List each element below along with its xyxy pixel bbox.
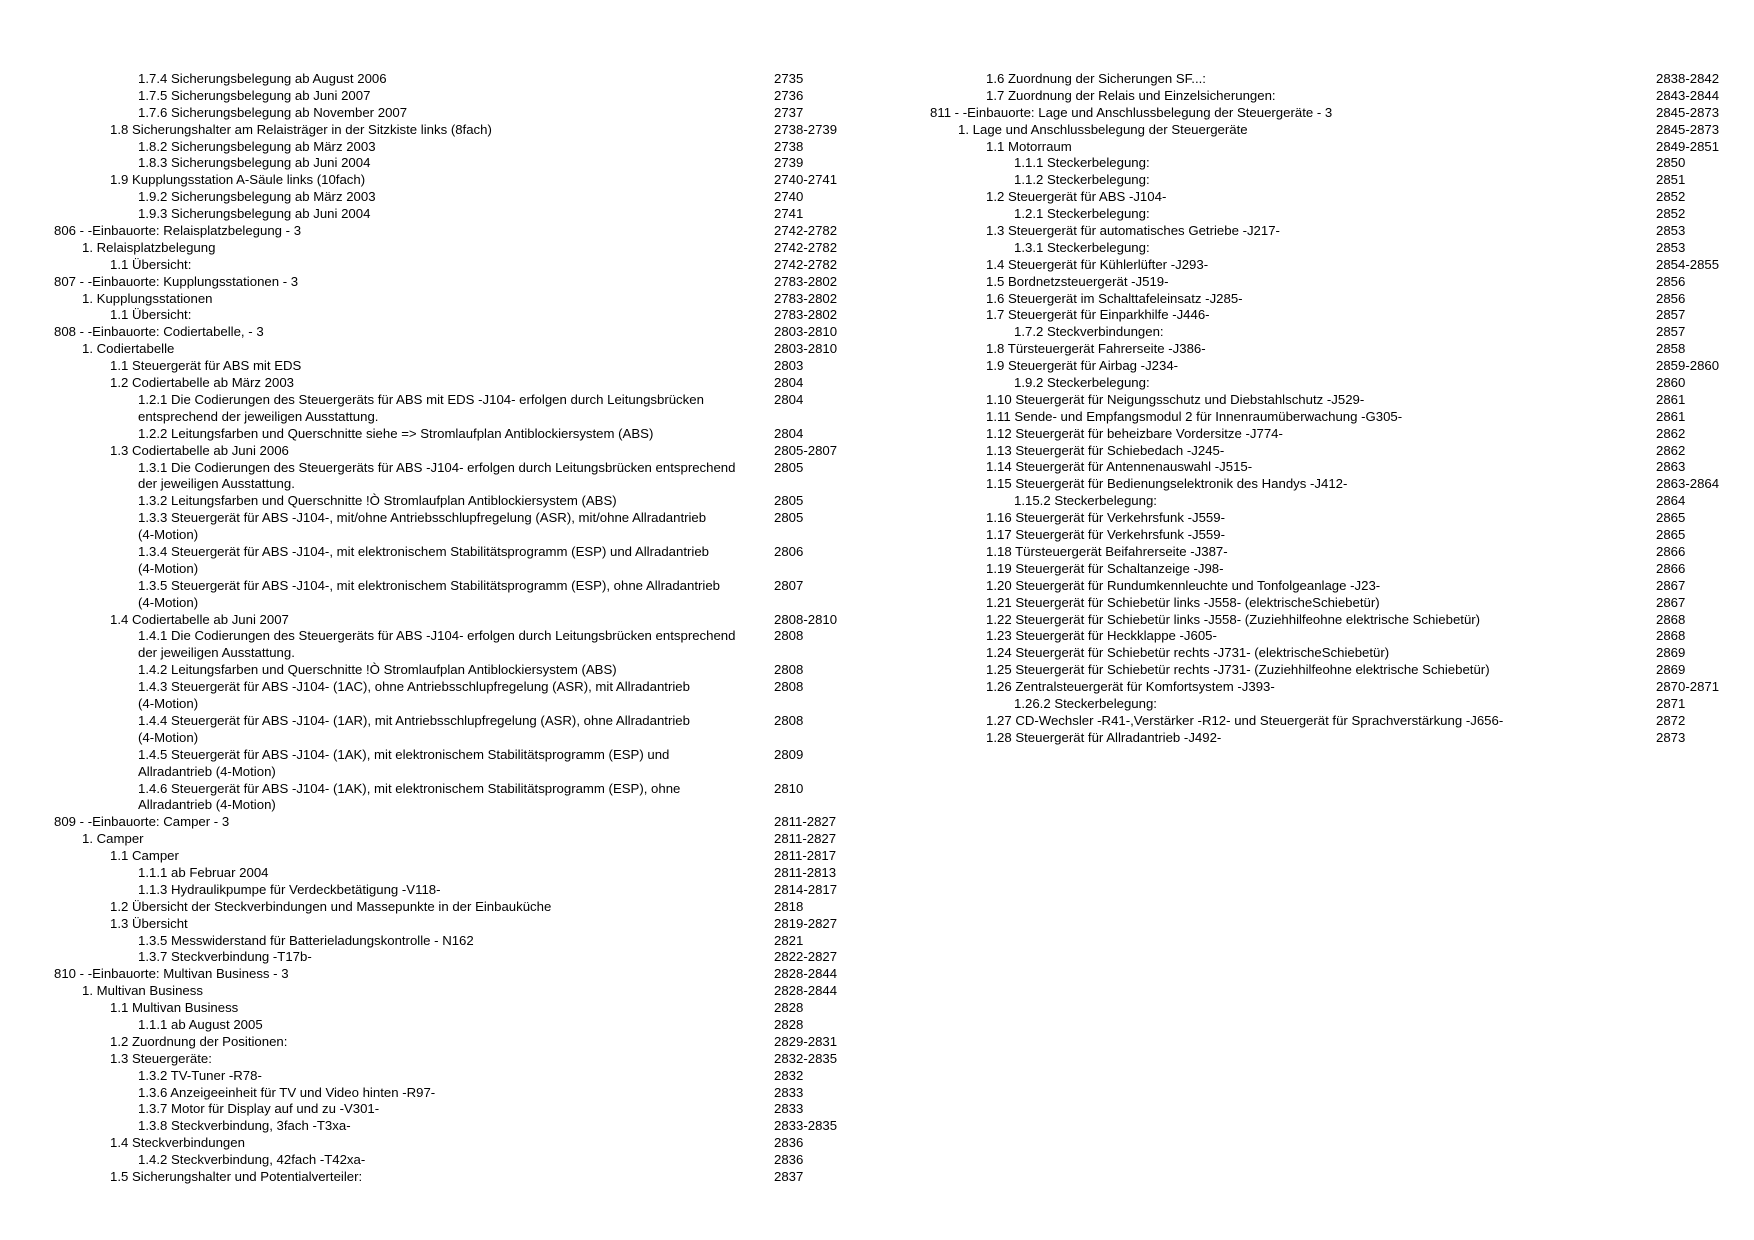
toc-entry-page: 2804 xyxy=(774,375,804,391)
toc-entry-page: 2866 xyxy=(1656,560,1686,576)
toc-entry xyxy=(930,189,1720,206)
toc-entry xyxy=(930,240,1720,257)
toc-entry-title: 1.7.6 Sicherungsbelegung ab November 2007 xyxy=(138,104,408,120)
toc-entry-page: 2738 xyxy=(774,138,804,154)
toc-entry-title: 807 - -Einbauorte: Kupplungsstationen - 3 xyxy=(54,273,299,289)
toc-entry-title: 1.9.2 Steckerbelegung: xyxy=(1014,375,1150,391)
toc-entry xyxy=(54,899,844,916)
toc-entry-page: 2822-2827 xyxy=(774,949,838,965)
toc-entry-title: 1.1 Übersicht: xyxy=(110,256,192,272)
toc-entry-title: 1.1 Camper xyxy=(110,848,179,864)
toc-entry-page: 2805 xyxy=(774,493,804,509)
toc-entry-title: 1.15 Steuergerät für Bedienungselektronik des Handys -J412- xyxy=(986,476,1348,492)
toc-entry-page: 2819-2827 xyxy=(774,915,838,931)
toc-entry-title: 1. Multivan Business xyxy=(82,983,203,999)
toc-entry-page: 2868 xyxy=(1656,611,1686,627)
toc-entry xyxy=(930,392,1720,409)
toc-entry-title: 1.25 Steuergerät für Schiebetür rechts -J731- (Zuziehhilfeohne elektrische Schiebetür) xyxy=(986,662,1490,678)
toc-entry-title: 1.3.4 Steuergerät für ABS -J104-, mit elektronischem Stabilitätsprogramm (ESP) und Allradantrieb (4-Motion) xyxy=(138,543,709,576)
toc-entry xyxy=(930,122,1720,139)
toc-entry-title: 1.7 Zuordnung der Relais und Einzelsicherungen: xyxy=(986,87,1276,103)
toc-entry-page: 2808 xyxy=(774,628,804,644)
toc-entry-page: 2858 xyxy=(1656,341,1686,357)
toc-entry-title: 1.1 Motorraum xyxy=(986,138,1072,154)
toc-entry xyxy=(54,493,844,510)
toc-entry xyxy=(930,544,1720,561)
toc-entry-title: 1.7.5 Sicherungsbelegung ab Juni 2007 xyxy=(138,87,371,103)
toc-entry-page: 2814-2817 xyxy=(774,881,838,897)
toc-entry-title: 1. Kupplungsstationen xyxy=(82,290,213,306)
toc-entry-page: 2808 xyxy=(774,712,804,728)
toc-entry xyxy=(54,105,844,122)
toc-entry-page: 2805 xyxy=(774,510,804,526)
toc-entry-title: 1. Camper xyxy=(82,831,144,847)
toc-entry xyxy=(54,139,844,156)
toc-entry-title: 1.6 Zuordnung der Sicherungen SF...: xyxy=(986,71,1206,86)
toc-entry-title: 1.27 CD-Wechsler -R41-,Verstärker -R12- und Steuergerät für Sprachverstärkung -J656- xyxy=(986,712,1504,728)
toc-entry-title: 1.1.1 ab August 2005 xyxy=(138,1017,263,1033)
toc-entry xyxy=(930,341,1720,358)
toc-entry xyxy=(930,679,1720,696)
toc-entry-title: 1.28 Steuergerät für Allradantrieb -J492- xyxy=(986,729,1222,745)
toc-entry xyxy=(54,747,844,781)
toc-entry-page: 2829-2831 xyxy=(774,1033,838,1049)
toc-entry-page: 2803 xyxy=(774,358,804,374)
toc-entry-page: 2854-2855 xyxy=(1656,256,1720,272)
toc-entry-page: 2863 xyxy=(1656,459,1686,475)
toc-entry xyxy=(930,696,1720,713)
toc-entry xyxy=(54,1118,844,1135)
toc-entry xyxy=(54,206,844,223)
toc-entry-page: 2828 xyxy=(774,1017,804,1033)
toc-entry-page: 2872 xyxy=(1656,712,1686,728)
toc-entry-page: 2853 xyxy=(1656,239,1686,255)
toc-entry xyxy=(54,1068,844,1085)
toc-entry-title: 1.3.1 Steckerbelegung: xyxy=(1014,239,1150,255)
toc-entry-page: 2807 xyxy=(774,577,804,593)
toc-entry xyxy=(930,713,1720,730)
toc-entry xyxy=(930,257,1720,274)
toc-entry xyxy=(54,1051,844,1068)
toc-entry xyxy=(930,510,1720,527)
toc-entry-page: 2806 xyxy=(774,543,804,559)
toc-entry xyxy=(54,1034,844,1051)
toc-entry-page: 2864 xyxy=(1656,493,1686,509)
toc-entry-title: 1.22 Steuergerät für Schiebetür links -J558- (Zuziehhilfeohne elektrische Schiebetür) xyxy=(986,611,1481,627)
toc-entry xyxy=(54,933,844,950)
toc-entry-page: 2866 xyxy=(1656,543,1686,559)
toc-entry-page: 2804 xyxy=(774,425,804,441)
toc-entry-page: 2740-2741 xyxy=(774,172,838,188)
toc-entry-title: 1.2.2 Leitungsfarben und Querschnitte siehe => Stromlaufplan Antiblockiersystem (ABS) xyxy=(138,425,654,441)
toc-entry-title: 1.4 Codiertabelle ab Juni 2007 xyxy=(110,611,289,627)
toc-entry-page: 2811-2817 xyxy=(774,848,837,864)
toc-entry-title: 1.6 Steuergerät im Schalttafeleinsatz -J285- xyxy=(986,290,1243,306)
toc-entry-page: 2805 xyxy=(774,459,804,475)
toc-entry xyxy=(54,544,844,578)
toc-entry xyxy=(930,324,1720,341)
toc-entry-title: 1.8.3 Sicherungsbelegung ab Juni 2004 xyxy=(138,155,371,171)
toc-entry-title: 1.4.6 Steuergerät für ABS -J104- (1AK), mit elektronischem Stabilitätsprogramm (ESP), ohne Allradantrieb (4-Motion) xyxy=(138,780,681,813)
toc-entry xyxy=(54,662,844,679)
toc-entry-title: 1.15.2 Steckerbelegung: xyxy=(1014,493,1157,509)
toc-entry-title: 1.7.2 Steckverbindungen: xyxy=(1014,324,1164,340)
toc-entry-page: 2805-2807 xyxy=(774,442,838,458)
toc-entry-page: 2856 xyxy=(1656,290,1686,306)
toc-entry-title: 1.3.3 Steuergerät für ABS -J104-, mit/ohne Antriebsschlupfregelung (ASR), mit/ohne Allradantrieb (4-Motion) xyxy=(138,510,707,543)
toc-entry-title: 1.1.3 Hydraulikpumpe für Verdeckbetätigung -V118- xyxy=(138,881,441,897)
toc-entry-title: 1.1 Übersicht: xyxy=(110,307,192,323)
toc-column-left xyxy=(54,71,844,1186)
toc-entry-title: 1.23 Steuergerät für Heckklappe -J605- xyxy=(986,628,1217,644)
toc-entry xyxy=(54,510,844,544)
toc-entry xyxy=(930,409,1720,426)
toc-entry-title: 1.21 Steuergerät für Schiebetür links -J558- (elektrischeSchiebetür) xyxy=(986,594,1380,610)
toc-entry-title: 1.3 Codiertabelle ab Juni 2006 xyxy=(110,442,289,458)
toc-entry-title: 1.2 Zuordnung der Positionen: xyxy=(110,1033,288,1049)
toc-entry-page: 2811-2827 xyxy=(774,831,837,847)
toc-entry-title: 1.8.2 Sicherungsbelegung ab März 2003 xyxy=(138,138,376,154)
toc-entry xyxy=(930,493,1720,510)
toc-entry-title: 809 - -Einbauorte: Camper - 3 xyxy=(54,814,230,830)
toc-entry-title: 1.3.5 Messwiderstand für Batterieladungskontrolle - N162 xyxy=(138,932,474,948)
toc-entry-page: 2838-2842 xyxy=(1656,71,1720,86)
toc-entry-page: 2862 xyxy=(1656,442,1686,458)
toc-entry-page: 2740 xyxy=(774,189,804,205)
toc-entry-title: 1.18 Türsteuergerät Beifahrerseite -J387- xyxy=(986,543,1228,559)
toc-entry xyxy=(930,595,1720,612)
toc-entry xyxy=(54,122,844,139)
toc-entry-page: 2742-2782 xyxy=(774,239,838,255)
toc-entry-title: 1.4.4 Steuergerät für ABS -J104- (1AR), mit Antriebsschlupfregelung (ASR), ohne Allradantrieb (4-Motion) xyxy=(138,712,690,745)
toc-entry-page: 2832 xyxy=(774,1067,804,1083)
toc-entry-page: 2735 xyxy=(774,71,804,86)
toc-entry-title: 1.14 Steuergerät für Antennenauswahl -J515- xyxy=(986,459,1253,475)
toc-entry-title: 1.3.7 Steckverbindung -T17b- xyxy=(138,949,312,965)
toc-entry-page: 2809 xyxy=(774,746,804,762)
toc-entry xyxy=(54,916,844,933)
toc-entry-title: 1.7.4 Sicherungsbelegung ab August 2006 xyxy=(138,71,387,86)
toc-entry xyxy=(930,172,1720,189)
toc-entry-page: 2810 xyxy=(774,780,804,796)
toc-entry-page: 2861 xyxy=(1656,391,1686,407)
toc-entry-page: 2860 xyxy=(1656,375,1686,391)
toc-entry xyxy=(930,628,1720,645)
toc-entry-title: 1.20 Steuergerät für Rundumkennleuchte und Tonfolgeanlage -J23- xyxy=(986,577,1381,593)
toc-entry xyxy=(54,1085,844,1102)
toc-entry-page: 2850 xyxy=(1656,155,1686,171)
toc-entry-page: 2828-2844 xyxy=(774,966,838,982)
toc-entry xyxy=(930,578,1720,595)
toc-entry-title: 1.16 Steuergerät für Verkehrsfunk -J559- xyxy=(986,510,1225,526)
toc-entry-title: 1.9 Kupplungsstation A-Säule links (10fach) xyxy=(110,172,366,188)
toc-entry-title: 1.3.8 Steckverbindung, 3fach -T3xa- xyxy=(138,1118,351,1134)
toc-entry xyxy=(54,1152,844,1169)
toc-entry-page: 2828 xyxy=(774,1000,804,1016)
toc-entry xyxy=(54,375,844,392)
toc-entry-page: 2856 xyxy=(1656,273,1686,289)
toc-entry-title: 1.9.3 Sicherungsbelegung ab Juni 2004 xyxy=(138,206,371,222)
toc-entry-page: 2811-2827 xyxy=(774,814,837,830)
toc-entry xyxy=(54,307,844,324)
toc-entry-page: 2739 xyxy=(774,155,804,171)
toc-entry xyxy=(54,341,844,358)
toc-entry-page: 2808-2810 xyxy=(774,611,838,627)
toc-entry-title: 1.3.2 Leitungsfarben und Querschnitte !Ò Stromlaufplan Antiblockiersystem (ABS) xyxy=(138,493,617,509)
toc-entry xyxy=(54,223,844,240)
toc-entry-page: 2867 xyxy=(1656,577,1686,593)
toc-entry-title: 1. Lage und Anschlussbelegung der Steuergeräte xyxy=(958,121,1248,137)
toc-entry-title: 1.1.2 Steckerbelegung: xyxy=(1014,172,1150,188)
toc-entry xyxy=(54,865,844,882)
toc-entry-page: 2836 xyxy=(774,1152,804,1168)
toc-entry-title: 1.4.1 Die Codierungen des Steuergeräts für ABS -J104- erfolgen durch Leitungsbrücken entsprechend der jeweiligen Ausstattung. xyxy=(138,628,736,661)
toc-entry-page: 2818 xyxy=(774,898,804,914)
toc-entry xyxy=(54,426,844,443)
toc-entry xyxy=(930,426,1720,443)
toc-entry xyxy=(54,324,844,341)
toc-entry-title: 1.1 Steuergerät für ABS mit EDS xyxy=(110,358,302,374)
toc-entry-page: 2832-2835 xyxy=(774,1050,838,1066)
toc-entry-title: 1.2.1 Die Codierungen des Steuergeräts für ABS mit EDS -J104- erfolgen durch Leitungsbrücken entsprechend der jeweiligen Ausstattung. xyxy=(138,391,704,424)
toc-entry xyxy=(930,476,1720,493)
toc-entry-title: 1.4.5 Steuergerät für ABS -J104- (1AK), mit elektronischem Stabilitätsprogramm (ESP) und Allradantrieb (4-Motion) xyxy=(138,746,670,779)
toc-entry-page: 2811-2813 xyxy=(774,865,837,881)
toc-entry xyxy=(54,578,844,612)
toc-entry xyxy=(54,1101,844,1118)
toc-entry xyxy=(54,88,844,105)
toc-entry-title: 1.3.6 Anzeigeeinheit für TV und Video hinten -R97- xyxy=(138,1084,436,1100)
toc-entry-page: 2737 xyxy=(774,104,804,120)
toc-entry-title: 1.9 Steuergerät für Airbag -J234- xyxy=(986,358,1179,374)
toc-entry xyxy=(54,781,844,815)
toc-entry-title: 1.26 Zentralsteuergerät für Komfortsystem -J393- xyxy=(986,679,1275,695)
toc-entry-page: 2742-2782 xyxy=(774,223,838,239)
toc-entry-title: 1.7 Steuergerät für Einparkhilfe -J446- xyxy=(986,307,1210,323)
toc-entry-title: 1.8 Sicherungshalter am Relaisträger in der Sitzkiste links (8fach) xyxy=(110,121,492,137)
toc-entry xyxy=(54,966,844,983)
toc-entry-title: 1.10 Steuergerät für Neigungsschutz und Diebstahlschutz -J529- xyxy=(986,391,1365,407)
toc-entry-page: 2865 xyxy=(1656,510,1686,526)
toc-entry xyxy=(930,561,1720,578)
toc-entry xyxy=(930,291,1720,308)
toc-entry-title: 1.3 Steuergeräte: xyxy=(110,1050,212,1066)
toc-entry-title: 1.2 Steuergerät für ABS -J104- xyxy=(986,189,1167,205)
toc-entry-title: 1.1.1 Steckerbelegung: xyxy=(1014,155,1150,171)
toc-entry-page: 2742-2782 xyxy=(774,256,838,272)
toc-entry xyxy=(930,155,1720,172)
toc-entry-title: 1.3.7 Motor für Display auf und zu -V301- xyxy=(138,1101,380,1117)
toc-entry-page: 2873 xyxy=(1656,729,1686,745)
toc-entry xyxy=(930,730,1720,747)
toc-entry-page: 2857 xyxy=(1656,324,1686,340)
toc-entry-page: 2783-2802 xyxy=(774,273,838,289)
toc-entry-page: 2851 xyxy=(1656,172,1686,188)
toc-entry-title: 1.5 Sicherungshalter und Potentialverteiler: xyxy=(110,1169,363,1185)
toc-entry-title: 1.1.1 ab Februar 2004 xyxy=(138,865,269,881)
toc-entry xyxy=(54,172,844,189)
toc-entry xyxy=(54,443,844,460)
toc-column-right xyxy=(930,71,1720,747)
toc-entry-page: 2862 xyxy=(1656,425,1686,441)
toc-entry-title: 1.3.1 Die Codierungen des Steuergeräts für ABS -J104- erfolgen durch Leitungsbrücken entsprechend der jeweiligen Ausstattung. xyxy=(138,459,736,492)
toc-entry-page: 2804 xyxy=(774,391,804,407)
toc-entry-page: 2857 xyxy=(1656,307,1686,323)
toc-entry xyxy=(54,831,844,848)
toc-entry xyxy=(54,628,844,662)
toc-entry-page: 2808 xyxy=(774,679,804,695)
toc-entry-page: 2852 xyxy=(1656,206,1686,222)
toc-entry-title: 1.3.5 Steuergerät für ABS -J104-, mit elektronischem Stabilitätsprogramm (ESP), ohne Allradantrieb (4-Motion) xyxy=(138,577,720,610)
toc-entry-page: 2853 xyxy=(1656,223,1686,239)
toc-entry-page: 2741 xyxy=(774,206,804,222)
toc-entry-title: 1.2 Übersicht der Steckverbindungen und Massepunkte in der Einbauküche xyxy=(110,898,552,914)
toc-entry xyxy=(54,1135,844,1152)
toc-entry xyxy=(54,358,844,375)
toc-entry-title: 1.11 Sende- und Empfangsmodul 2 für Innenraumüberwachung -G305- xyxy=(986,408,1403,424)
toc-entry xyxy=(930,375,1720,392)
toc-entry xyxy=(930,88,1720,105)
toc-entry-title: 1.3 Steuergerät für automatisches Getriebe -J217- xyxy=(986,223,1280,239)
toc-entry-page: 2849-2851 xyxy=(1656,138,1720,154)
toc-entry-page: 2833 xyxy=(774,1101,804,1117)
toc-entry xyxy=(930,223,1720,240)
toc-entry-title: 1.26.2 Steckerbelegung: xyxy=(1014,695,1157,711)
toc-entry xyxy=(54,240,844,257)
toc-entry xyxy=(930,459,1720,476)
toc-entry-title: 1.3.2 TV-Tuner -R78- xyxy=(138,1067,262,1083)
toc-entry-title: 1.4.2 Steckverbindung, 42fach -T42xa- xyxy=(138,1152,366,1168)
toc-entry-title: 1.19 Steuergerät für Schaltanzeige -J98- xyxy=(986,560,1224,576)
toc-entry xyxy=(930,527,1720,544)
toc-entry-title: 1.12 Steuergerät für beheizbare Vordersitze -J774- xyxy=(986,425,1283,441)
toc-entry-title: 811 - -Einbauorte: Lage und Anschlussbelegung der Steuergeräte - 3 xyxy=(930,104,1333,120)
toc-entry-page: 2828-2844 xyxy=(774,983,838,999)
toc-entry-page: 2821 xyxy=(774,932,804,948)
toc-entry xyxy=(930,274,1720,291)
toc-entry-page: 2783-2802 xyxy=(774,307,838,323)
toc-entry-page: 2870-2871 xyxy=(1656,679,1720,695)
toc-entry xyxy=(54,71,844,88)
toc-entry-title: 1.2.1 Steckerbelegung: xyxy=(1014,206,1150,222)
toc-entry-title: 1.17 Steuergerät für Verkehrsfunk -J559- xyxy=(986,527,1225,543)
toc-entry xyxy=(930,645,1720,662)
toc-entry-page: 2871 xyxy=(1656,695,1686,711)
toc-entry xyxy=(54,392,844,426)
toc-entry xyxy=(54,291,844,308)
toc-entry xyxy=(54,189,844,206)
toc-entry-page: 2867 xyxy=(1656,594,1686,610)
toc-entry xyxy=(54,848,844,865)
toc-entry xyxy=(930,307,1720,324)
toc-entry xyxy=(930,612,1720,629)
toc-entry-title: 1. Relaisplatzbelegung xyxy=(82,239,216,255)
toc-entry xyxy=(54,155,844,172)
toc-entry-title: 1.4 Steckverbindungen xyxy=(110,1135,245,1151)
toc-entry xyxy=(54,814,844,831)
toc-entry xyxy=(54,257,844,274)
toc-entry-page: 2865 xyxy=(1656,527,1686,543)
toc-entry-title: 1.5 Bordnetzsteuergerät -J519- xyxy=(986,273,1169,289)
toc-entry-page: 2836 xyxy=(774,1135,804,1151)
toc-entry xyxy=(930,662,1720,679)
toc-entry-title: 1.4 Steuergerät für Kühlerlüfter -J293- xyxy=(986,256,1209,272)
toc-entry-page: 2859-2860 xyxy=(1656,358,1720,374)
toc-entry-page: 2808 xyxy=(774,662,804,678)
toc-entry-page: 2738-2739 xyxy=(774,121,838,137)
toc-entry-page: 2837 xyxy=(774,1169,804,1185)
toc-entry-page: 2833-2835 xyxy=(774,1118,838,1134)
toc-entry xyxy=(54,460,844,494)
toc-entry xyxy=(54,1169,844,1186)
toc-entry xyxy=(54,882,844,899)
toc-entry-title: 1.9.2 Sicherungsbelegung ab März 2003 xyxy=(138,189,376,205)
toc-entry-title: 806 - -Einbauorte: Relaisplatzbelegung - 3 xyxy=(54,223,302,239)
toc-entry-title: 1.24 Steuergerät für Schiebetür rechts -J731- (elektrischeSchiebetür) xyxy=(986,645,1390,661)
toc-entry xyxy=(930,206,1720,223)
toc-entry xyxy=(930,139,1720,156)
toc-entry-page: 2852 xyxy=(1656,189,1686,205)
toc-entry xyxy=(930,358,1720,375)
toc-entry-page: 2868 xyxy=(1656,628,1686,644)
toc-entry-title: 1. Codiertabelle xyxy=(82,341,175,357)
toc-entry-page: 2843-2844 xyxy=(1656,87,1720,103)
toc-entry xyxy=(54,612,844,629)
toc-entry-page: 2803-2810 xyxy=(774,324,838,340)
toc-entry-page: 2845-2873 xyxy=(1656,121,1720,137)
toc-entry-page: 2869 xyxy=(1656,645,1686,661)
toc-entry-title: 1.4.2 Leitungsfarben und Querschnitte !Ò Stromlaufplan Antiblockiersystem (ABS) xyxy=(138,662,617,678)
toc-entry-page: 2803-2810 xyxy=(774,341,838,357)
toc-entry xyxy=(930,71,1720,88)
toc-entry xyxy=(54,1000,844,1017)
toc-entry xyxy=(930,443,1720,460)
toc-entry-title: 1.13 Steuergerät für Schiebedach -J245- xyxy=(986,442,1225,458)
toc-entry-title: 1.3 Übersicht xyxy=(110,915,188,931)
toc-entry-page: 2736 xyxy=(774,87,804,103)
toc-entry xyxy=(930,105,1720,122)
toc-entry-page: 2869 xyxy=(1656,662,1686,678)
toc-entry-page: 2833 xyxy=(774,1084,804,1100)
toc-entry xyxy=(54,679,844,713)
toc-entry xyxy=(54,713,844,747)
toc-entry-page: 2863-2864 xyxy=(1656,476,1720,492)
toc-entry xyxy=(54,1017,844,1034)
toc-entry-title: 810 - -Einbauorte: Multivan Business - 3 xyxy=(54,966,289,982)
toc-entry xyxy=(54,274,844,291)
toc-entry-title: 1.4.3 Steuergerät für ABS -J104- (1AC), ohne Antriebsschlupfregelung (ASR), mit Allradantrieb (4-Motion) xyxy=(138,679,690,712)
toc-entry xyxy=(54,983,844,1000)
toc-entry-page: 2845-2873 xyxy=(1656,104,1720,120)
toc-entry-page: 2861 xyxy=(1656,408,1686,424)
toc-entry-title: 808 - -Einbauorte: Codiertabelle, - 3 xyxy=(54,324,264,340)
toc-entry-page: 2783-2802 xyxy=(774,290,838,306)
toc-entry-title: 1.2 Codiertabelle ab März 2003 xyxy=(110,375,295,391)
toc-entry xyxy=(54,949,844,966)
toc-entry-title: 1.1 Multivan Business xyxy=(110,1000,239,1016)
toc-entry-title: 1.8 Türsteuergerät Fahrerseite -J386- xyxy=(986,341,1206,357)
